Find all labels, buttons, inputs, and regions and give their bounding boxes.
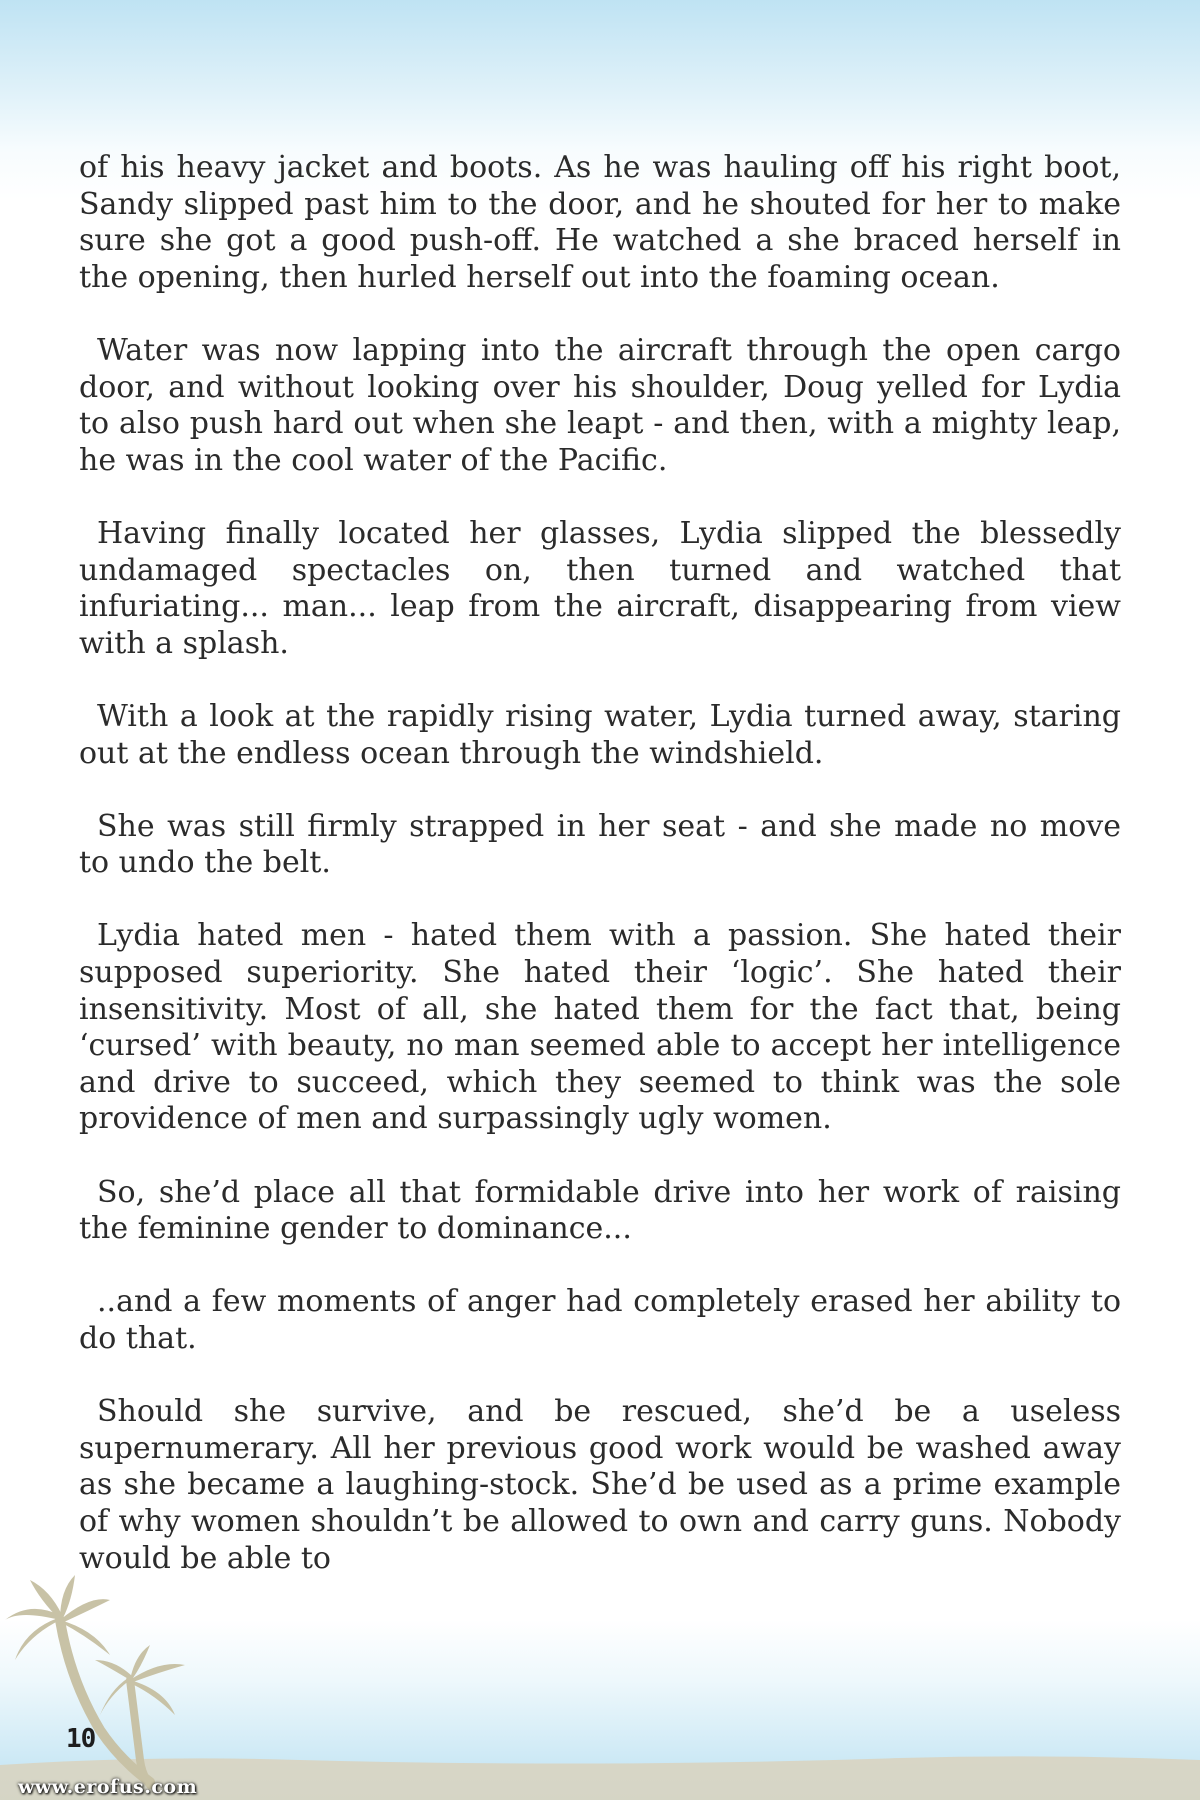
paragraph: With a look at the rapidly rising water, Lydia turned away, staring out at the endless ocean through the windshield. — [79, 698, 1121, 771]
paragraph: Having finally located her glasses, Lydia slipped the blessedly undamaged spectacles on, then turned and watched that infuriating... man... leap from the aircraft, disappearing from view with a splash. — [79, 515, 1121, 661]
body-text — [79, 150, 1121, 1614]
paragraph: Water was now lapping into the aircraft through the open cargo door, and without looking over his shoulder, Doug yelled for Lydia to also push hard out when she leapt - and then, with a mighty leap, he was in the cool water of the Pacific. — [79, 332, 1121, 478]
palm-fronds-icon — [5, 1575, 110, 1660]
paragraph: Lydia hated men - hated them with a passion. She hated their supposed superiority. She hated their ‘logic’. She hated their insensitivity. Most of all, she hated them for the fact that, being ‘cursed’ with beauty, no man seemed able to accept her intelligence and drive to succeed, which they seemed to think was the sole providence of men and surpassingly ugly women. — [79, 918, 1121, 1137]
palm-island-decoration — [0, 1560, 1200, 1800]
page-number: 10 — [66, 1724, 96, 1754]
palm-fronds-icon — [95, 1645, 185, 1715]
paragraph: Should she survive, and be rescued, she’d be a useless supernumerary. All her previous good work would be washed away as she became a laughing-stock. She’d be used as a prime example of why women shouldn’t be allowed to own and carry guns. Nobody would be able to — [79, 1394, 1121, 1576]
paragraph: So, she’d place all that formidable drive into her work of raising the feminine gender to dominance... — [79, 1174, 1121, 1247]
paragraph: ..and a few moments of anger had completely erased her ability to do that. — [79, 1284, 1121, 1356]
paragraph: of his heavy jacket and boots. As he was hauling off his right boot, Sandy slipped past him to the door, and he shouted for her to make sure she got a good push-off. He watched a she braced herself in the opening, then hurled herself out into the foaming ocean. — [79, 150, 1121, 295]
paragraph: She was still firmly strapped in her seat - and she made no move to undo the belt. — [79, 808, 1121, 881]
watermark: www.erofus.com — [18, 1776, 198, 1798]
